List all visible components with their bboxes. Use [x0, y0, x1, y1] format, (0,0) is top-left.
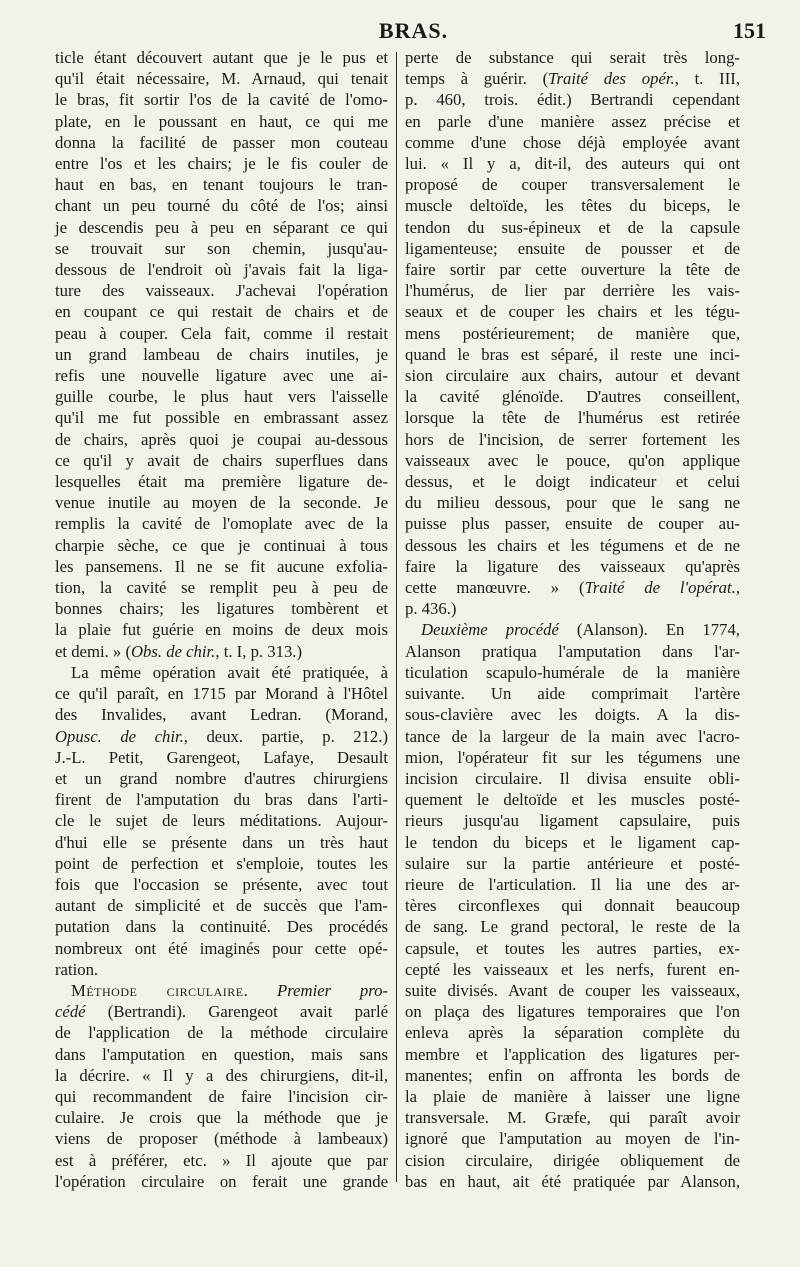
text-line — [55, 280, 388, 301]
text-segment: de chairs, après quoi je coupai au-dessous — [55, 429, 388, 449]
text-segment: du milieu dessous, pour que le sang ne — [405, 493, 740, 513]
text-segment: dessous de l'endroit où j'avais fait la liga- — [55, 260, 388, 280]
text-line — [55, 916, 388, 937]
text-segment: un grand lambeau de chairs inutiles, je — [55, 344, 388, 364]
text-line — [405, 280, 740, 301]
text-line — [405, 1128, 740, 1149]
text-segment: lui. « Il y a, dit-il, des auteurs qui ont — [405, 154, 740, 174]
text-line — [405, 217, 740, 238]
text-line — [55, 662, 388, 683]
text-segment: peau à couper. Cela fait, comme il restait — [55, 323, 388, 343]
text-line — [405, 1065, 740, 1086]
text-line — [55, 810, 388, 831]
text-segment: faire la ligature des vaisseaux qu'après — [405, 556, 740, 576]
text-line — [405, 365, 740, 386]
text-line — [405, 598, 740, 619]
text-line — [55, 1128, 388, 1149]
text-segment: l'opération circulaire on ferait une grande — [55, 1171, 388, 1191]
text-segment: manentes; enfin on affronta les bords de — [405, 1065, 740, 1085]
text-segment: cle le sujet de leurs méditations. Aujour- — [55, 811, 388, 831]
italic-text: Obs. de chir. — [131, 641, 216, 661]
text-segment: le bras, fit sortir l'os de la cavité de l'omo- — [55, 90, 388, 110]
italic-text: Premier pro- — [248, 980, 389, 1000]
text-segment: ignoré que l'amputation au moyen de l'in- — [405, 1129, 740, 1149]
text-line — [55, 365, 388, 386]
text-segment: tion, la cavité se remplit peu à peu de — [55, 578, 388, 598]
running-title: BRAS. — [378, 18, 449, 43]
text-line — [55, 1150, 388, 1171]
text-line — [405, 1150, 740, 1171]
text-segment: ration. — [55, 959, 99, 979]
page-number: 151 — [733, 18, 766, 43]
italic-text: Traité des opér. — [548, 69, 675, 89]
text-line — [55, 959, 388, 980]
text-line — [55, 577, 388, 598]
text-segment: les pansemens. Il ne se fit aucune exfolia- — [55, 556, 388, 576]
text-line — [55, 1086, 388, 1107]
text-line — [55, 1171, 388, 1192]
text-line — [55, 1065, 388, 1086]
text-segment: nombreux ont été imaginés pour cette opé- — [55, 938, 388, 958]
text-line — [55, 47, 388, 68]
text-segment: dessus, et le doigt indicateur et celui — [405, 472, 740, 492]
text-segment: se trouvait sur son chemin, jusqu'au- — [55, 238, 388, 258]
text-segment: sion circulaire aux chairs, autour et devant — [405, 366, 740, 386]
text-segment: , — [735, 578, 741, 598]
text-segment: d'hui elle se présente dans un très haut — [55, 832, 388, 852]
text-segment: et demi. » ( — [55, 641, 131, 661]
text-line — [405, 407, 740, 428]
text-segment: charpie sèche, ce que je continuai à tous — [55, 535, 388, 555]
text-segment: autant de simplicité et de succès que l'am- — [55, 896, 388, 916]
text-segment: l'humérus, de lier par derrière les vais- — [405, 281, 740, 301]
text-segment: rieurs jusqu'au ligament capsulaire, puis — [405, 811, 740, 831]
text-line — [405, 450, 740, 471]
text-line — [55, 492, 388, 513]
text-line — [405, 980, 740, 1001]
text-line — [55, 344, 388, 365]
text-segment: comme d'une chose déjà employée avant — [405, 132, 740, 152]
text-line — [55, 174, 388, 195]
text-line — [55, 68, 388, 89]
text-line — [405, 1044, 740, 1065]
text-line — [55, 747, 388, 768]
text-line — [55, 450, 388, 471]
text-segment: , t. I, p. 313.) — [215, 641, 303, 661]
text-segment: p. 436.) — [405, 599, 457, 619]
text-segment: qu'il était nécessaire, M. Arnaud, qui tenait — [55, 69, 388, 89]
text-segment: fois que l'occasion se présente, avec tout — [55, 874, 388, 894]
text-line — [405, 916, 740, 937]
text-line — [405, 747, 740, 768]
text-line — [55, 789, 388, 810]
text-line — [405, 1022, 740, 1043]
text-segment: dessous les chairs et les tégumens et de ne — [405, 535, 740, 555]
text-line — [405, 323, 740, 344]
text-line — [55, 874, 388, 895]
text-line — [405, 1086, 740, 1107]
column-divider — [396, 52, 397, 1182]
text-segment: (Bertrandi). Garengeot avait parlé — [85, 1002, 388, 1022]
text-segment: bonnes chairs; les ligatures tombèrent et — [55, 599, 388, 619]
text-line — [55, 938, 388, 959]
text-line — [405, 1001, 740, 1022]
text-segment: puisse plus passer, ensuite de couper au- — [405, 514, 740, 534]
text-line — [55, 619, 388, 640]
text-segment: faire sortir par cette ouverture la tête de — [405, 260, 740, 280]
text-segment: bas en haut, ait été pratiquée par Alanson, — [405, 1171, 740, 1191]
text-segment: suivante. Un aide comprimait l'artère — [405, 684, 740, 704]
text-line — [405, 726, 740, 747]
text-segment: des Invalides, avant Ledran. (Morand, — [55, 705, 388, 725]
text-segment: lesquelles était ma première ligature de- — [55, 472, 388, 492]
text-segment: , deux. partie, p. 212.) — [183, 726, 389, 746]
text-segment: haut en bas, en tenant toujours le tran- — [55, 175, 388, 195]
text-segment: transversale. M. Græfe, qui paraît avoir — [405, 1108, 740, 1128]
text-segment: en parle d'une manière assez précise et — [405, 111, 740, 131]
text-segment: membre et l'application des ligatures per- — [405, 1044, 740, 1064]
text-segment: vaisseaux avec le pouce, qu'on applique — [405, 450, 740, 470]
text-segment: la cavité glénoïde. D'autres conseillent, — [405, 387, 740, 407]
text-segment: lorsque la tête de l'humérus est retirée — [405, 408, 740, 428]
text-segment: incision circulaire. Il divisa ensuite obli- — [405, 768, 740, 788]
italic-text: Opusc. de chir. — [55, 726, 184, 746]
text-segment: ture des vaisseaux. J'achevai l'opération — [55, 281, 388, 301]
text-segment: cepté les vaisseaux et les nerfs, furent en- — [405, 959, 740, 979]
text-line — [405, 153, 740, 174]
text-line — [405, 386, 740, 407]
text-segment: capsule, et toutes les autres parties, ex- — [405, 938, 740, 958]
text-line — [55, 407, 388, 428]
text-segment: tendon du sus-épineux et de la capsule — [405, 217, 740, 237]
text-line — [405, 195, 740, 216]
text-segment: cette manœuvre. » ( — [405, 578, 585, 598]
text-segment: La même opération avait été pratiquée, à — [71, 662, 388, 682]
text-segment: venue inutile au moyen de la seconde. Je — [55, 493, 388, 513]
text-segment: seaux et de couper les chairs et les tégu- — [405, 302, 740, 322]
text-segment: muscle deltoïde, les têtes du biceps, le — [405, 196, 740, 216]
text-line — [55, 683, 388, 704]
text-segment: qui recommandent de faire l'incision cir- — [55, 1086, 388, 1106]
text-segment: plate, en le poussant en haut, ce qui me — [55, 111, 388, 131]
text-line — [55, 132, 388, 153]
text-segment: la plaie de manière à laisser une ligne — [405, 1086, 740, 1106]
text-segment: refis une nouvelle ligature avec une ai- — [55, 366, 388, 386]
text-line — [55, 832, 388, 853]
text-line — [405, 492, 740, 513]
text-segment: point de perfection et s'emploie, toutes les — [55, 853, 388, 873]
text-line — [55, 217, 388, 238]
text-line — [405, 471, 740, 492]
text-line — [55, 89, 388, 110]
text-segment: de sang. Le grand pectoral, le reste de la — [405, 917, 740, 937]
text-line — [55, 471, 388, 492]
text-line — [405, 895, 740, 916]
text-line — [55, 1107, 388, 1128]
text-line — [405, 959, 740, 980]
text-line — [55, 386, 388, 407]
text-line — [55, 301, 388, 322]
text-segment: ce qu'il paraît, en 1715 par Morand à l'Hôtel — [55, 684, 388, 704]
text-segment: (Alanson). En 1774, — [558, 620, 740, 640]
text-line — [405, 47, 740, 68]
text-line — [405, 238, 740, 259]
text-line — [55, 853, 388, 874]
text-segment: mens postérieurement; de manière que, — [405, 323, 740, 343]
text-line — [55, 768, 388, 789]
text-line — [55, 429, 388, 450]
text-line — [405, 68, 740, 89]
text-segment: donna la facilité de passer mon couteau — [55, 132, 388, 152]
text-line — [55, 1044, 388, 1065]
text-line — [55, 1001, 388, 1022]
text-segment: ligamenteuse; ensuite de pousser et de — [405, 238, 740, 258]
text-segment: on plaça des ligatures temporaires que l'on — [405, 1002, 740, 1022]
text-line — [55, 535, 388, 556]
text-segment: firent de l'amputation du bras dans l'arti- — [55, 790, 388, 810]
text-line — [405, 1107, 740, 1128]
text-segment: guille courbe, le plus haut vers l'aisselle — [55, 387, 388, 407]
text-line — [405, 259, 740, 280]
text-line — [55, 259, 388, 280]
right-text-column — [405, 47, 740, 1192]
text-segment: sulaire sur la partie antérieure et posté- — [405, 853, 740, 873]
text-line — [55, 153, 388, 174]
text-segment: ticulation scapulo-humérale de la manière — [405, 662, 740, 682]
text-segment: quand le bras est séparé, il reste une inci- — [405, 344, 740, 364]
text-segment: qu'il me fut possible en embrassant assez — [55, 408, 388, 428]
text-line — [405, 89, 740, 110]
text-line — [405, 174, 740, 195]
text-line — [405, 874, 740, 895]
text-segment: ticle étant découvert autant que je le pus et — [55, 48, 388, 67]
text-line — [405, 1171, 740, 1192]
text-segment: sous-clavière avec les doigts. A la dis- — [405, 705, 740, 725]
text-segment: de l'application de la méthode circulaire — [55, 1023, 388, 1043]
text-line — [405, 832, 740, 853]
text-line — [405, 301, 740, 322]
text-segment: cision circulaire, dirigée obliquement de — [405, 1150, 740, 1170]
text-line — [405, 853, 740, 874]
text-segment: la plaie fut guérie en moins de deux mois — [55, 620, 388, 640]
text-segment: quement le deltoïde et les muscles posté- — [405, 790, 740, 810]
page-header — [55, 18, 772, 48]
text-segment: culaire. Je crois que la méthode que je — [55, 1108, 388, 1128]
left-text-column — [55, 47, 388, 1192]
text-line — [55, 704, 388, 725]
text-line — [55, 1022, 388, 1043]
text-line — [55, 238, 388, 259]
text-segment: en coupant ce qui restait de chairs et de — [55, 302, 388, 322]
text-segment: tères circonflexes qui donnait beaucoup — [405, 896, 740, 916]
text-line — [405, 662, 740, 683]
text-segment: enleva après la séparation complète du — [405, 1023, 740, 1043]
text-segment: rieure de l'articulation. Il lia une des ar- — [405, 874, 740, 894]
text-segment: chant un peu tourné du côté de l'os; ainsi — [55, 196, 388, 216]
text-line — [55, 556, 388, 577]
text-segment: hors de l'incision, de serrer fortement les — [405, 429, 740, 449]
text-line — [55, 111, 388, 132]
text-line — [55, 323, 388, 344]
text-line — [55, 726, 388, 747]
text-segment: et un grand nombre d'autres chirurgiens — [55, 768, 388, 788]
text-segment: viens de proposer (méthode à lambeaux) — [55, 1129, 388, 1149]
text-segment: p. 460, trois. édit.) Bertrandi cependant — [405, 90, 740, 110]
text-segment: le tendon du biceps et le ligament cap- — [405, 832, 740, 852]
text-line — [405, 641, 740, 662]
text-line — [405, 535, 740, 556]
italic-text: Traité de l'opérat. — [584, 578, 736, 598]
text-line — [405, 619, 740, 640]
italic-text: Deuxième procédé — [421, 620, 559, 640]
text-line — [405, 768, 740, 789]
text-segment: J.-L. Petit, Garengeot, Lafaye, Desault — [55, 747, 388, 767]
text-segment: je descendis peu à peu en séparant ce qui — [55, 217, 388, 237]
text-line — [55, 598, 388, 619]
text-segment: , t. III, — [674, 69, 741, 89]
text-segment: perte de substance qui serait très long- — [405, 48, 740, 67]
text-segment: tance de la largeur de la main avec l'acro- — [405, 726, 740, 746]
text-line — [55, 513, 388, 534]
text-line — [55, 641, 388, 662]
text-line — [405, 556, 740, 577]
text-segment: Alanson pratiqua l'amputation dans l'ar- — [405, 641, 740, 661]
text-line — [405, 577, 740, 598]
smallcaps-text: Méthode circulaire. — [71, 980, 249, 1000]
text-segment: remplis la cavité de l'omoplate avec de la — [55, 514, 388, 534]
italic-text: cédé — [55, 1002, 86, 1022]
text-line — [55, 980, 388, 1001]
text-segment: putation dans la continuité. Des procédés — [55, 917, 388, 937]
text-line — [405, 344, 740, 365]
text-segment: entre l'os et les chairs; je le fis couler de — [55, 154, 388, 174]
text-line — [405, 132, 740, 153]
text-line — [405, 789, 740, 810]
text-line — [55, 895, 388, 916]
text-segment: ce qu'il y avait de chairs superflues dans — [55, 450, 388, 470]
text-segment: proposé de couper transversalement le — [405, 175, 740, 195]
text-segment: suite divisés. Avant de couper les vaisseaux, — [405, 980, 740, 1000]
text-line — [405, 111, 740, 132]
text-line — [405, 429, 740, 450]
text-line — [405, 810, 740, 831]
text-segment: mion, l'opérateur fit sur les tégumens une — [405, 747, 740, 767]
text-line — [55, 195, 388, 216]
text-line — [405, 513, 740, 534]
text-line — [405, 704, 740, 725]
text-segment: la décrire. « Il y a des chirurgiens, dit-il, — [55, 1065, 388, 1085]
text-segment: temps à guérir. ( — [405, 69, 549, 89]
text-segment: dans l'amputation en question, mais sans — [55, 1044, 388, 1064]
text-line — [405, 938, 740, 959]
text-segment: est à préférer, etc. » Il ajoute que par — [55, 1150, 388, 1170]
text-line — [405, 683, 740, 704]
